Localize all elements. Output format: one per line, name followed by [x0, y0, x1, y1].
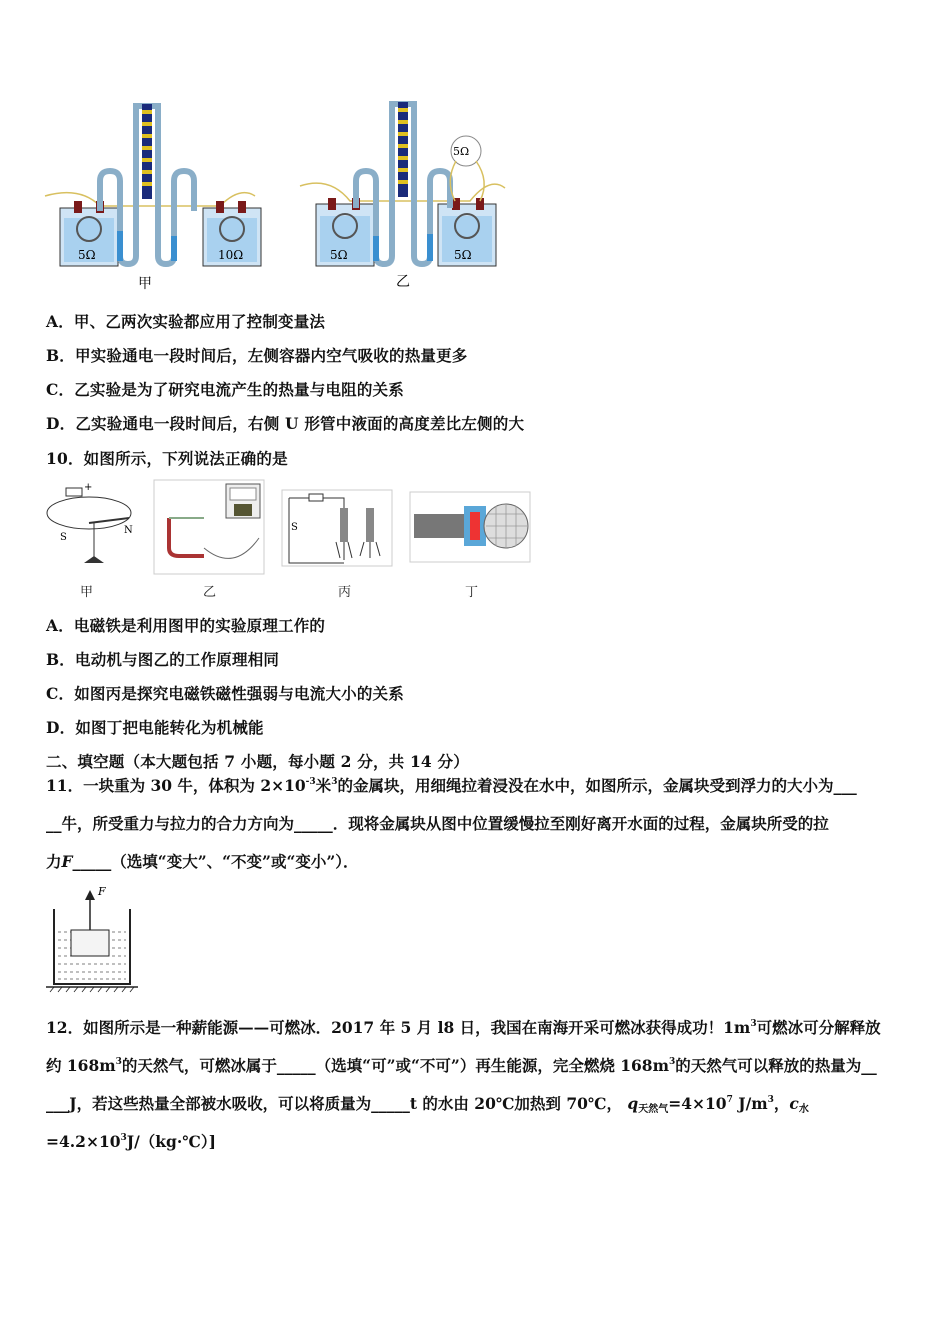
q12-line-1: 12．如图所示是一种薪能源——可燃冰．2017 年 5 月 l8 日，我国在南海开采可燃冰获得成功！$1m^3$可燃冰可分解释放: [46, 1018, 881, 1037]
q12-line-4: $=4.2\times 10^3J/(kg\cdot℃)$]: [46, 1132, 216, 1151]
q11-line-1: 11．一块重为 30 牛，体积为 $2\times 10^{-3}$米$^3$的金属块，用细绳拉着浸没在水中，如图所示，金属块受到浮力的大小为___: [46, 776, 857, 795]
yi-caption: 乙: [396, 274, 410, 290]
svg-text:+: +: [84, 482, 93, 493]
q10-fig-yi: [169, 484, 260, 558]
yi-right-resistor-label: 5Ω: [454, 248, 472, 262]
q10-option-c: C．如图丙是探究电磁铁磁性强弱与电流大小的关系: [46, 684, 404, 703]
q12-line-3: ___J，若这些热量全部被水吸收，可以将质量为_____t 的水由 20℃加热到 70℃， $q_{天然气}=4\times 10^7$ $J/m^3$，$c_水$: [46, 1094, 809, 1115]
q11-force-label: F: [98, 885, 106, 898]
q11-line-2: __牛，所受重力与拉力的合力方向为_____．现将金属块从图中位置缓慢拉至刚好离开水面的过程，金属块所受的拉: [46, 814, 829, 833]
svg-text:S: S: [291, 522, 298, 533]
q10-option-b: B．电动机与图乙的工作原理相同: [46, 650, 280, 669]
q9-option-b: B．甲实验通电一段时间后，左侧容器内空气吸收的热量更多: [46, 346, 468, 365]
q10-option-d: D．如图丁把电能转化为机械能: [46, 718, 264, 737]
q10-caption-jia: 甲: [80, 585, 94, 600]
q10-caption-bing: 丙: [338, 585, 352, 600]
yi-parallel-resistor-label: 5Ω: [453, 145, 470, 158]
q11-question: [46, 767, 906, 881]
q11-line-3: 力F_____（选填“变大”、“不变”或“变小”）．: [46, 852, 359, 871]
q10-fig-jia: [47, 482, 133, 563]
svg-text:S: S: [60, 532, 67, 543]
q12-question: [46, 1009, 906, 1161]
q9-option-a: A．甲、乙两次实验都应用了控制变量法: [46, 312, 326, 331]
q9-option-c: C．乙实验是为了研究电流产生的热量与电阻的关系: [46, 380, 404, 399]
q9-figure: [40, 96, 520, 296]
jia-right-resistor-label: 10Ω: [218, 248, 244, 262]
jia-caption: 甲: [138, 276, 152, 292]
yi-apparatus: [300, 102, 505, 290]
q10-fig-ding: [414, 504, 528, 548]
q10-fig-bing: [289, 494, 380, 563]
jia-left-resistor-label: 5Ω: [78, 248, 96, 262]
q10-figure: [44, 478, 534, 578]
q10-caption-yi: 乙: [203, 585, 217, 600]
jia-apparatus: [45, 104, 261, 292]
q12-line-2: 约 $168m^3$的天然气，可燃冰属于_____（选填“可”或“不可”）再生能源，完全燃烧 $168m^3$的天然气可以释放的热量为__: [46, 1056, 877, 1075]
q10-caption-ding: 丁: [465, 585, 479, 600]
q11-figure: [44, 884, 144, 994]
q9-option-d: D．乙实验通电一段时间后，右侧 U 形管中液面的高度差比左侧的大: [46, 414, 525, 433]
q10-stem: 10．如图所示，下列说法正确的是: [46, 449, 288, 468]
svg-text:N: N: [124, 525, 133, 536]
q10-option-a: A．电磁铁是利用图甲的实验原理工作的: [46, 616, 326, 635]
yi-left-resistor-label: 5Ω: [330, 248, 348, 262]
section2-heading: 二、填空题（本大题包括 7 小题，每小题 2 分，共 14 分）: [46, 752, 469, 771]
